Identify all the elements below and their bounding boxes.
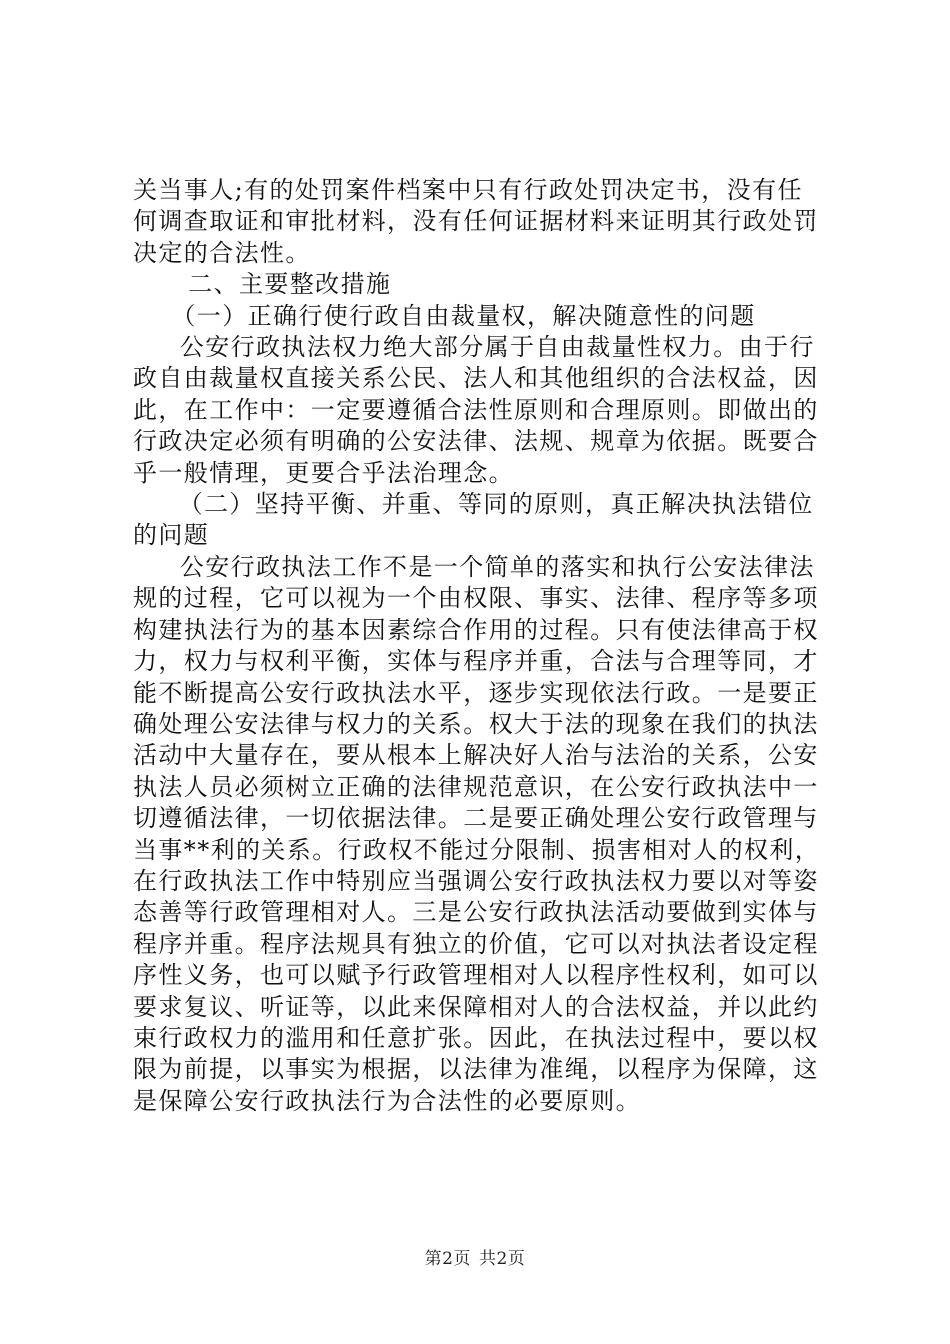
section-heading: 二、主要整改措施 — [188, 270, 392, 299]
paragraph-discretion: 公安行政执法权力绝大部分属于自由裁量性权力。由于行政自由裁量权直接关系公民、法人和其他组织的合法权益，因此，在工作中：一定要遵循合法性原则和合理原则。即做出的行政决定必须有明确的公安法律、法规、规章为依据。既要合乎一般情理，更要合乎法治理念。 — [133, 333, 819, 487]
page-footer — [0, 1244, 950, 1269]
subsection-heading-1: （一）正确行使行政自由裁量权，解决随意性的问题 — [171, 301, 756, 330]
paragraph-continuation: 关当事人;有的处罚案件档案中只有行政处罚决定书，没有任何调查取证和审批材料，没有任何证据材料来证明其行政处罚决定的合法性。 — [133, 176, 819, 267]
page-total: 共2页 — [479, 1249, 526, 1269]
page-number: 第2页 — [424, 1249, 471, 1269]
paragraph-balance: 公安行政执法工作不是一个简单的落实和执行公安法律法规的过程，它可以视为一个由权限、事实、法律、程序等多项构建执法行为的基本因素综合作用的过程。只有使法律高于权力，权力与权利平衡，实体与程序并重，合法与合理等同，才能不断提高公安行政执法水平，逐步实现依法行政。一是要正确处理公安法律与权力的关系。权大于法的现象在我们的执法活动中大量存在，要从根本上解决好人治与法治的关系，公安执法人员必须树立正确的法律规范意识，在公安行政执法中一切遵循法律，一切依据法律。二是要正确处理公安行政管理与当事**利的关系。行政权不能过分限制、损害相对人的权利，在行政执法工作中特别应当强调公安行政执法权力要以对等姿态善等行政管理相对人。三是公安行政执法活动要做到实体与程序并重。程序法规具有独立的价值，它可以对执法者设定程序性义务，也可以赋予行政管理相对人以程序性权利，如可以要求复议、听证等，以此来保障相对人的合法权益，并以此约束行政权力的滥用和任意扩张。因此，在执法过程中，要以权限为前提，以事实为根据，以法律为准绳，以程序为保障，这是保障公安行政执法行为合法性的必要原则。 — [133, 552, 821, 1115]
document-body — [133, 175, 823, 1117]
subsection-heading-2: （二）坚持平衡、并重、等同的原则，真正解决执法错位的问题 — [133, 490, 814, 550]
